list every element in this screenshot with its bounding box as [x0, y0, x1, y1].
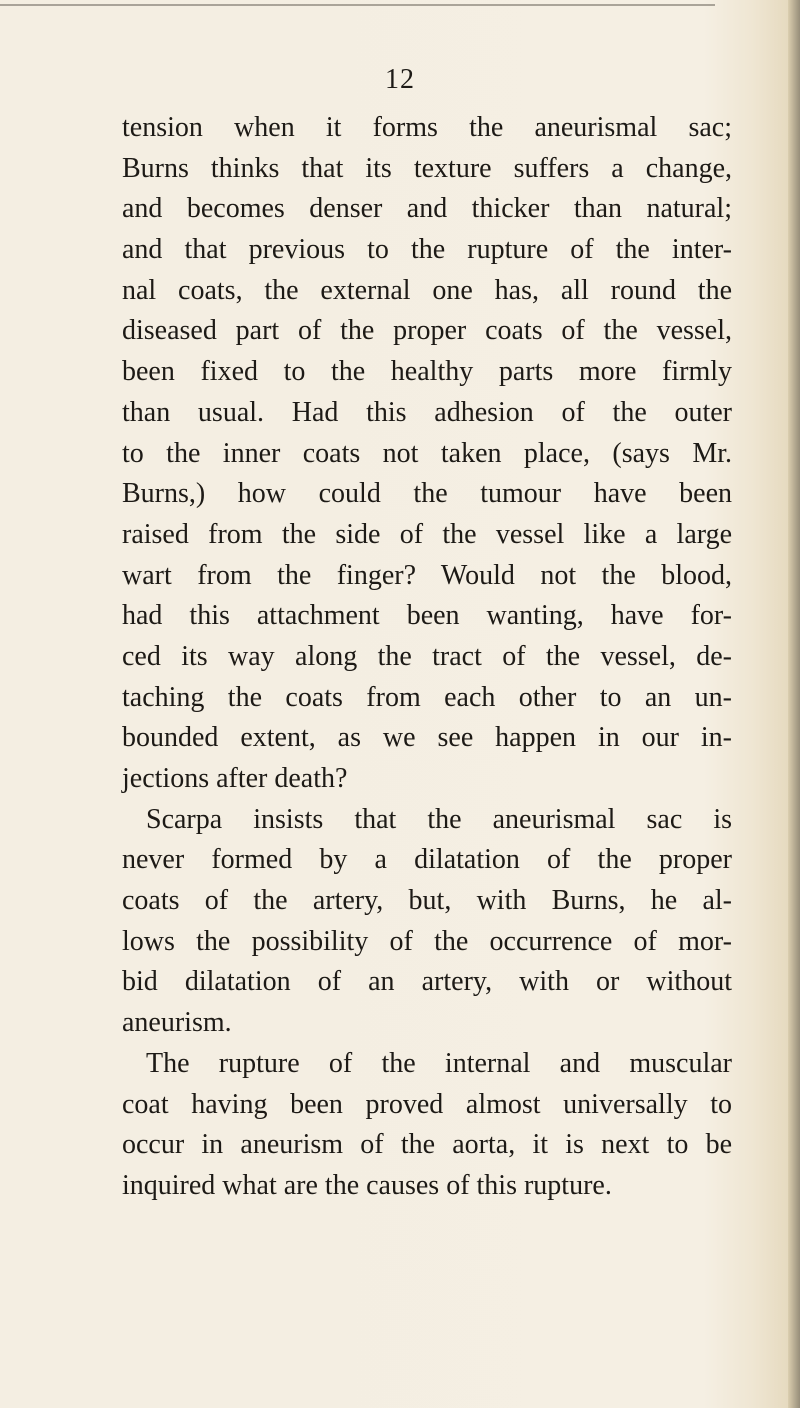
text-line: coat having been proved almost universally to [122, 1088, 732, 1120]
page-number: 12 [385, 64, 415, 95]
paragraph-start-line: Scarpa insists that the aneurismal sac is [146, 803, 732, 835]
text-line: coats of the artery, but, with Burns, he al- [122, 885, 732, 917]
text-line: raised from the side of the vessel like a large [122, 518, 732, 550]
text-line: nal coats, the external one has, all round the [122, 274, 732, 306]
text-line: bounded extent, as we see happen in our in- [122, 722, 732, 754]
text-line: had this attachment been wanting, have for- [122, 600, 732, 632]
text-line: occur in aneurism of the aorta, it is next to be [122, 1129, 732, 1161]
text-line: diseased part of the proper coats of the vessel, [122, 315, 732, 347]
text-line: jections after death? [122, 763, 348, 794]
text-line: wart from the finger? Would not the blood, [122, 559, 732, 591]
text-line: than usual. Had this adhesion of the outer [122, 396, 732, 428]
text-line: lows the possibility of the occurrence of mor- [122, 925, 732, 957]
text-line: bid dilatation of an artery, with or without [122, 966, 732, 998]
text-line: inquired what are the causes of this rupture. [122, 1169, 612, 1201]
text-line: ced its way along the tract of the vessel, de- [122, 640, 732, 672]
body-text [122, 108, 732, 1207]
text-line: and becomes denser and thicker than natural; [122, 193, 732, 225]
text-line: to the inner coats not taken place, (says Mr. [122, 437, 732, 469]
paragraph-start-line: The rupture of the internal and muscular [146, 1047, 732, 1079]
text-line: never formed by a dilatation of the proper [122, 844, 732, 876]
text-line: Burns thinks that its texture suffers a change, [122, 152, 732, 184]
text-line: tension when it forms the aneurismal sac; [122, 112, 732, 143]
page-top-rule [0, 4, 715, 6]
page-right-edge-shadow [788, 0, 800, 1408]
text-line: Burns,) how could the tumour have been [122, 478, 732, 510]
text-line: aneurism. [122, 1007, 232, 1039]
text-line: taching the coats from each other to an un- [122, 681, 732, 713]
text-line: and that previous to the rupture of the inter- [122, 234, 732, 266]
text-line: been fixed to the healthy parts more firmly [122, 356, 732, 388]
